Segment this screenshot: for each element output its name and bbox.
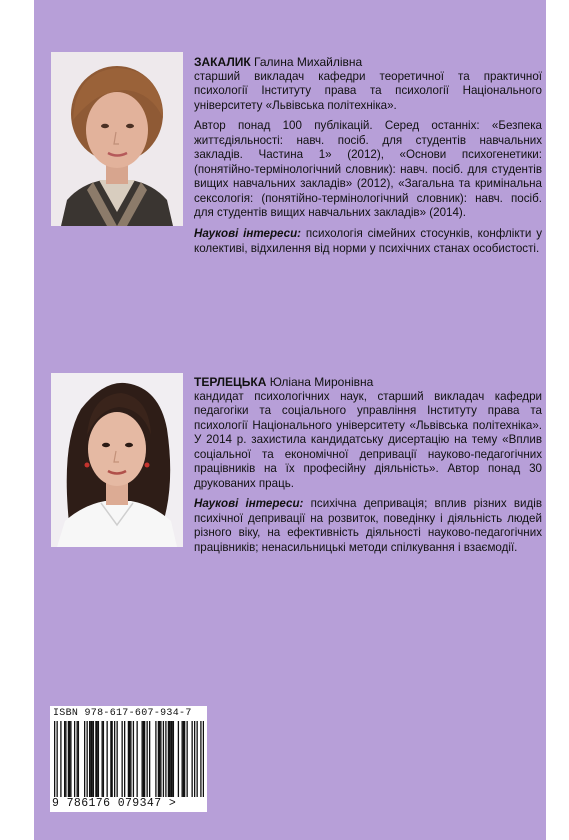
barcode-bar bbox=[69, 721, 70, 797]
barcode-bar bbox=[54, 721, 55, 797]
barcode-bar bbox=[200, 721, 201, 797]
author-position: старший викладач кафедри теоретичної та практичної психології Інституту права та психології Національного університету «Львівська політехніка». bbox=[194, 69, 542, 112]
barcode-bar bbox=[170, 721, 171, 797]
barcode-bar bbox=[68, 721, 69, 797]
barcode-bar bbox=[89, 721, 90, 797]
portrait-woman-short-hair-icon bbox=[51, 52, 183, 226]
barcode-bar bbox=[159, 721, 160, 797]
author-interests bbox=[194, 497, 542, 555]
barcode-bar bbox=[77, 721, 78, 797]
isbn-number: ISBN 978-617-607-934-7 bbox=[53, 708, 192, 719]
barcode-bar bbox=[112, 721, 113, 797]
barcode-bar bbox=[158, 721, 159, 797]
interests-text: психологія сімейних стосунків, конфлікти у колективі, відхилення від норми у психічних станах особистості. bbox=[194, 227, 542, 255]
author-name bbox=[194, 55, 542, 70]
barcode-bar bbox=[95, 721, 96, 797]
barcode-bar bbox=[93, 721, 94, 797]
barcode-bar bbox=[114, 721, 115, 797]
barcode-bar bbox=[149, 721, 150, 797]
barcode-bar bbox=[163, 721, 164, 797]
barcode-bar bbox=[165, 721, 166, 797]
interests-label: Наукові інтереси: bbox=[194, 227, 302, 241]
barcode-bar bbox=[122, 721, 123, 797]
author-interests bbox=[194, 227, 542, 256]
barcode-bar bbox=[70, 721, 71, 797]
barcode-bar bbox=[128, 721, 129, 797]
barcode-bar bbox=[60, 721, 61, 797]
interests-label: Наукові інтереси: bbox=[194, 497, 304, 511]
barcode-bar bbox=[117, 721, 118, 797]
barcode-bar bbox=[78, 721, 79, 797]
barcode-bar bbox=[65, 721, 66, 797]
barcode-bar bbox=[90, 721, 91, 797]
back-cover bbox=[34, 0, 546, 840]
barcode-bar bbox=[147, 721, 148, 797]
barcode-bar bbox=[97, 721, 98, 797]
barcode-bar bbox=[169, 721, 170, 797]
interests-text: психічна депривація; вплив різних видів психічної депривації на розвиток, поведінку і діяльність людей різного віку, на ефективність діяльності науково-педагогічних працівників; ненасильницькі методи спілкування і взаємодії. bbox=[194, 497, 542, 555]
author-name bbox=[194, 375, 542, 390]
barcode-bar bbox=[172, 721, 173, 797]
author-photo-terletska bbox=[51, 373, 183, 547]
barcode-bar bbox=[103, 721, 104, 797]
barcode-bar bbox=[155, 721, 156, 797]
barcode-bar bbox=[124, 721, 125, 797]
barcode-bar bbox=[194, 721, 195, 797]
barcode-bar bbox=[178, 721, 179, 797]
barcode-bar bbox=[143, 721, 144, 797]
barcode-bar bbox=[183, 721, 184, 797]
barcode-bars-icon bbox=[54, 721, 204, 797]
barcode-bar bbox=[84, 721, 85, 797]
barcode-bar bbox=[74, 721, 75, 797]
barcode-bar bbox=[142, 721, 143, 797]
barcode-bar bbox=[160, 721, 161, 797]
author-position: кандидат психологічних наук, старший викладач кафедри педагогіки та соціального управління Інституту права та психології Національного університету «Львівська політехніка». У 2014 р. захистила кандидатську дисертацію на тему «Вплив соціальної та економічної депривації науково-педагогічних працівників на їх професійну діяльність». Автор понад 30 друкованих праць. bbox=[194, 389, 542, 490]
author-photo-zakalyk bbox=[51, 52, 183, 226]
barcode-bar bbox=[187, 721, 188, 797]
author-block-terletska bbox=[194, 375, 542, 562]
portrait-woman-long-hair-icon bbox=[51, 373, 183, 547]
barcode-bar bbox=[133, 721, 134, 797]
barcode-bar bbox=[197, 721, 198, 797]
barcode-bar bbox=[182, 721, 183, 797]
barcode-bar bbox=[64, 721, 65, 797]
isbn-barcode bbox=[50, 706, 207, 812]
barcode-bar bbox=[110, 721, 111, 797]
barcode-bar bbox=[87, 721, 88, 797]
barcode-bar bbox=[129, 721, 130, 797]
author-block-zakalyk bbox=[194, 55, 542, 262]
barcode-bar bbox=[184, 721, 185, 797]
barcode-bar bbox=[173, 721, 174, 797]
barcode-bar bbox=[102, 721, 103, 797]
barcode-bar bbox=[192, 721, 193, 797]
author-given-name: Юліана Миронівна bbox=[269, 375, 374, 389]
author-given-name: Галина Михайлівна bbox=[254, 55, 363, 69]
author-bio: Автор понад 100 публікацій. Серед останніх: «Безпека життєдіяльності: навч. посіб. для студентів навчальних закладів. Частина 1» (2012), «Основи психогенетики: (понятійно-термінологічний словник): навч. посіб. для студентів вищих навчальних закладів» (2012), «Загальна та кримінальна сексологія: (понятійно-термінологічний словник): навч. посіб. для студентів вищих навчальних закладів» (2014). bbox=[194, 119, 542, 220]
barcode-bar bbox=[137, 721, 138, 797]
barcode-bar bbox=[107, 721, 108, 797]
barcode-bar bbox=[203, 721, 204, 797]
author-surname: ТЕРЛЕЦЬКА bbox=[194, 375, 267, 389]
barcode-bar bbox=[144, 721, 145, 797]
barcode-bar bbox=[168, 721, 169, 797]
barcode-bar bbox=[92, 721, 93, 797]
barcode-bar bbox=[130, 721, 131, 797]
barcode-digits: 9 786176 079347 > bbox=[52, 797, 177, 810]
barcode-bar bbox=[98, 721, 99, 797]
author-surname: ЗАКАЛИК bbox=[194, 55, 251, 69]
barcode-bar bbox=[57, 721, 58, 797]
